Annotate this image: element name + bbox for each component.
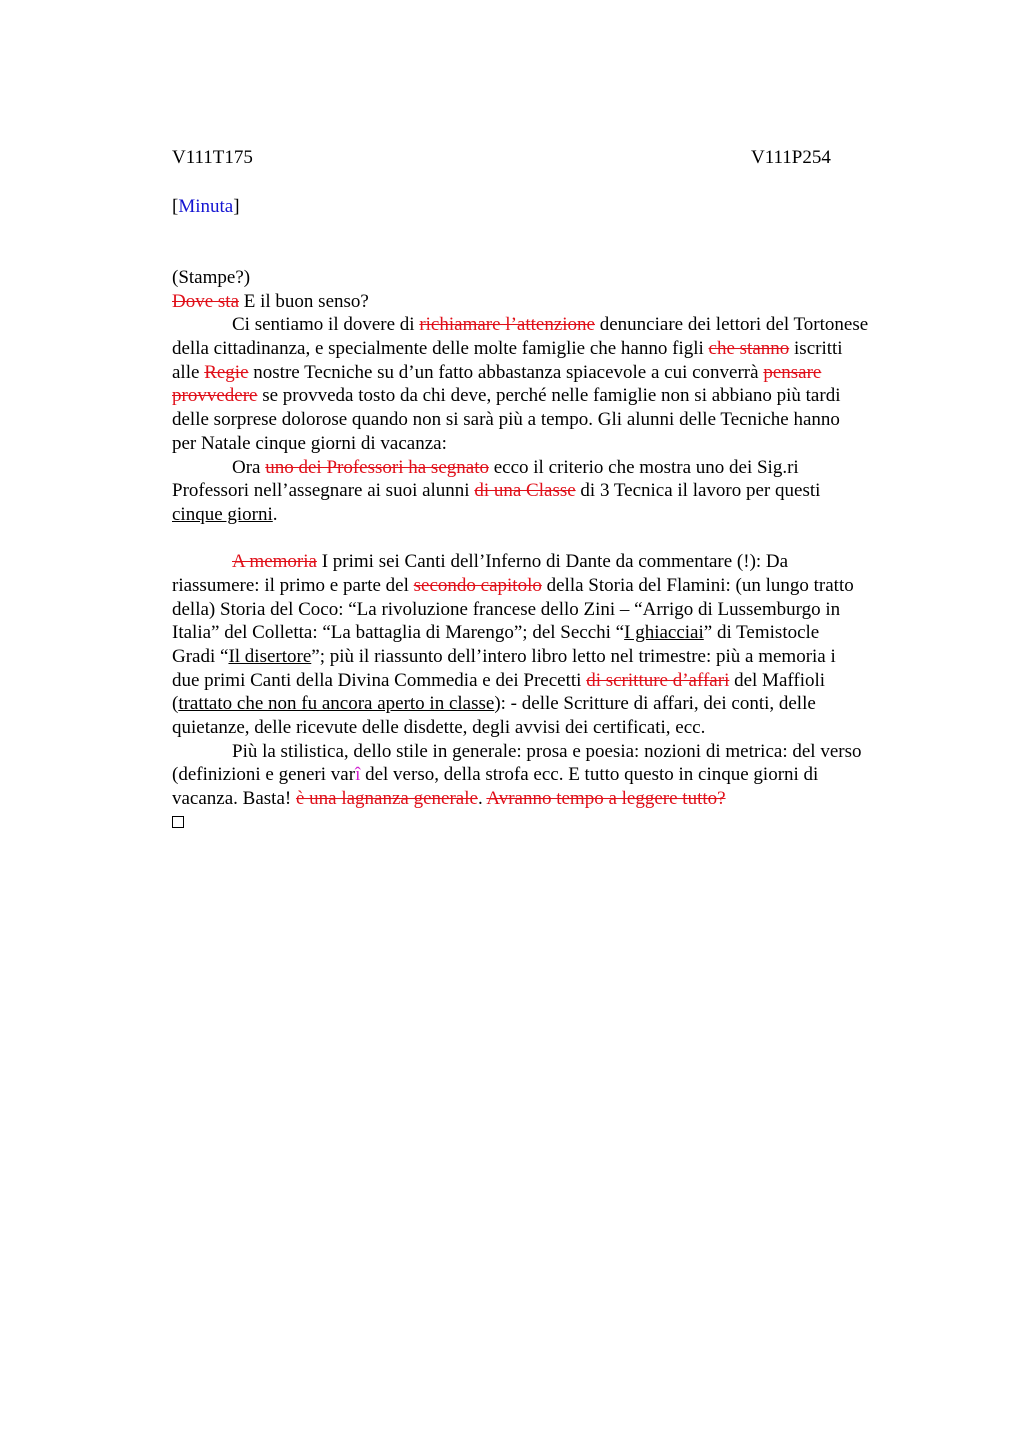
- minuta-label: [172, 196, 240, 218]
- deleted-text: di scritture d’affari: [586, 669, 730, 691]
- deleted-text: è una lagnanza generale: [295, 788, 478, 810]
- deleted-text: secondo capitolo: [413, 574, 542, 596]
- deleted-text: richiamare l’attenzione: [419, 314, 595, 336]
- text: iscritti: [789, 338, 843, 360]
- text-line: [172, 479, 932, 503]
- text: ”; più il riassunto dell’intero libro letto nel trimestre: più a memoria i: [311, 646, 836, 667]
- deleted-text: che stanno: [708, 338, 790, 360]
- text: Italia” del Colletta: “La battaglia di Marengo”; del Secchi “: [172, 622, 625, 644]
- volume-id-right: V111P254: [751, 147, 831, 168]
- text-line: [172, 408, 932, 432]
- deleted-text: Regie: [204, 361, 249, 383]
- text: di 3 Tecnica il lavoro per questi: [575, 480, 821, 502]
- text: due primi Canti della Divina Commedia e dei Precetti: [172, 669, 587, 691]
- text: Più la stilistica, dello stile in generale: prosa e poesia: nozioni di metrica: del verso: [232, 740, 862, 762]
- underlined-text: cinque giorni: [172, 503, 273, 525]
- bracket-open: [: [172, 196, 179, 217]
- text: per Natale cinque giorni di vacanza:: [172, 432, 447, 454]
- deleted-text: uno dei Professori ha segnato: [265, 456, 489, 478]
- text-line: [172, 337, 932, 361]
- text-line: [172, 787, 932, 811]
- text: (: [172, 693, 179, 715]
- text: alle: [172, 361, 205, 383]
- text: .: [272, 503, 278, 525]
- end-square-icon: [172, 816, 184, 828]
- text: denunciare dei lettori del Tortonese: [594, 314, 869, 336]
- text: della) Storia del Coco: “La rivoluzione francese dello Zini – “Arrigo di Lussemburgo in: [172, 598, 841, 620]
- text-line: [172, 503, 932, 527]
- text-line: [172, 266, 932, 290]
- deleted-text: pensare: [763, 361, 822, 383]
- text-line: [172, 740, 932, 764]
- text-line: [172, 669, 932, 693]
- deleted-text: Avranno tempo a leggere tutto?: [486, 788, 726, 810]
- text: vacanza. Basta!: [172, 788, 296, 810]
- text-line: [172, 456, 932, 480]
- text: .: [477, 788, 487, 810]
- text-line: [172, 621, 932, 645]
- deleted-text: provvedere: [172, 385, 258, 407]
- text-line: [172, 811, 932, 835]
- text: quietanze, delle ricevute delle disdette, degli avvisi dei certificati, ecc.: [172, 717, 706, 739]
- text: Ci sentiamo il dovere di: [232, 314, 420, 336]
- text: della Storia del Flamini: (un lungo tratto: [541, 574, 854, 596]
- text: (definizioni e generi var: [172, 764, 356, 786]
- corrected-letter: î: [355, 764, 361, 786]
- text: ): - delle Scritture di affari, dei conti, delle: [494, 693, 816, 715]
- text: (Stampe?): [172, 267, 251, 288]
- bracket-close: ]: [233, 196, 240, 217]
- text-line: [172, 384, 932, 408]
- text-line: [172, 290, 932, 314]
- text-line: [172, 645, 932, 669]
- text: della cittadinanza, e specialmente delle molte famiglie che hanno figli: [172, 338, 709, 360]
- text: Gradi “: [172, 646, 229, 667]
- deleted-text: di una Classe: [474, 480, 576, 502]
- deleted-text: Dove sta: [172, 290, 240, 312]
- text: se provveda tosto da chi deve, perché nelle famiglie non si abbiano più tardi: [257, 385, 841, 407]
- text-line: [172, 598, 932, 622]
- text-line: [172, 692, 932, 716]
- text: E il buon senso?: [239, 290, 369, 312]
- blank-line: [172, 527, 932, 551]
- text: ” di Temistocle: [703, 622, 820, 644]
- text-line: [172, 432, 932, 456]
- text: I primi sei Canti dell’Inferno di Dante da commentare (!): Da: [316, 551, 789, 573]
- text: ecco il criterio che mostra uno dei Sig.ri: [488, 456, 799, 478]
- text-line: [172, 550, 932, 574]
- text: delle sorprese dolorose quando non si sarà più a tempo. Gli alunni delle Tecniche hanno: [172, 409, 840, 431]
- minuta-link[interactable]: Minuta: [178, 196, 234, 217]
- underlined-text: trattato che non fu ancora aperto in classe: [178, 693, 495, 715]
- text: Ora: [232, 456, 266, 478]
- deleted-text: A memoria: [232, 551, 317, 573]
- underlined-text: I ghiacciai: [624, 622, 704, 644]
- text-line: [172, 361, 932, 385]
- text-line: [172, 716, 932, 740]
- text: del verso, della strofa ecc. E tutto questo in cinque giorni di: [360, 764, 819, 786]
- text: Professori nell’assegnare ai suoi alunni: [172, 480, 475, 502]
- text: riassumere: il primo e parte del: [172, 574, 414, 596]
- text-line: [172, 574, 932, 598]
- volume-id-left: V111T175: [172, 147, 253, 168]
- text: nostre Tecniche su d’un fatto abbastanza spiacevole a cui converrà: [248, 361, 764, 383]
- text-line: [172, 763, 932, 787]
- underlined-text: Il disertore: [228, 646, 312, 667]
- document-body: [172, 266, 932, 835]
- text-line: [172, 313, 932, 337]
- text: del Maffioli: [729, 669, 826, 691]
